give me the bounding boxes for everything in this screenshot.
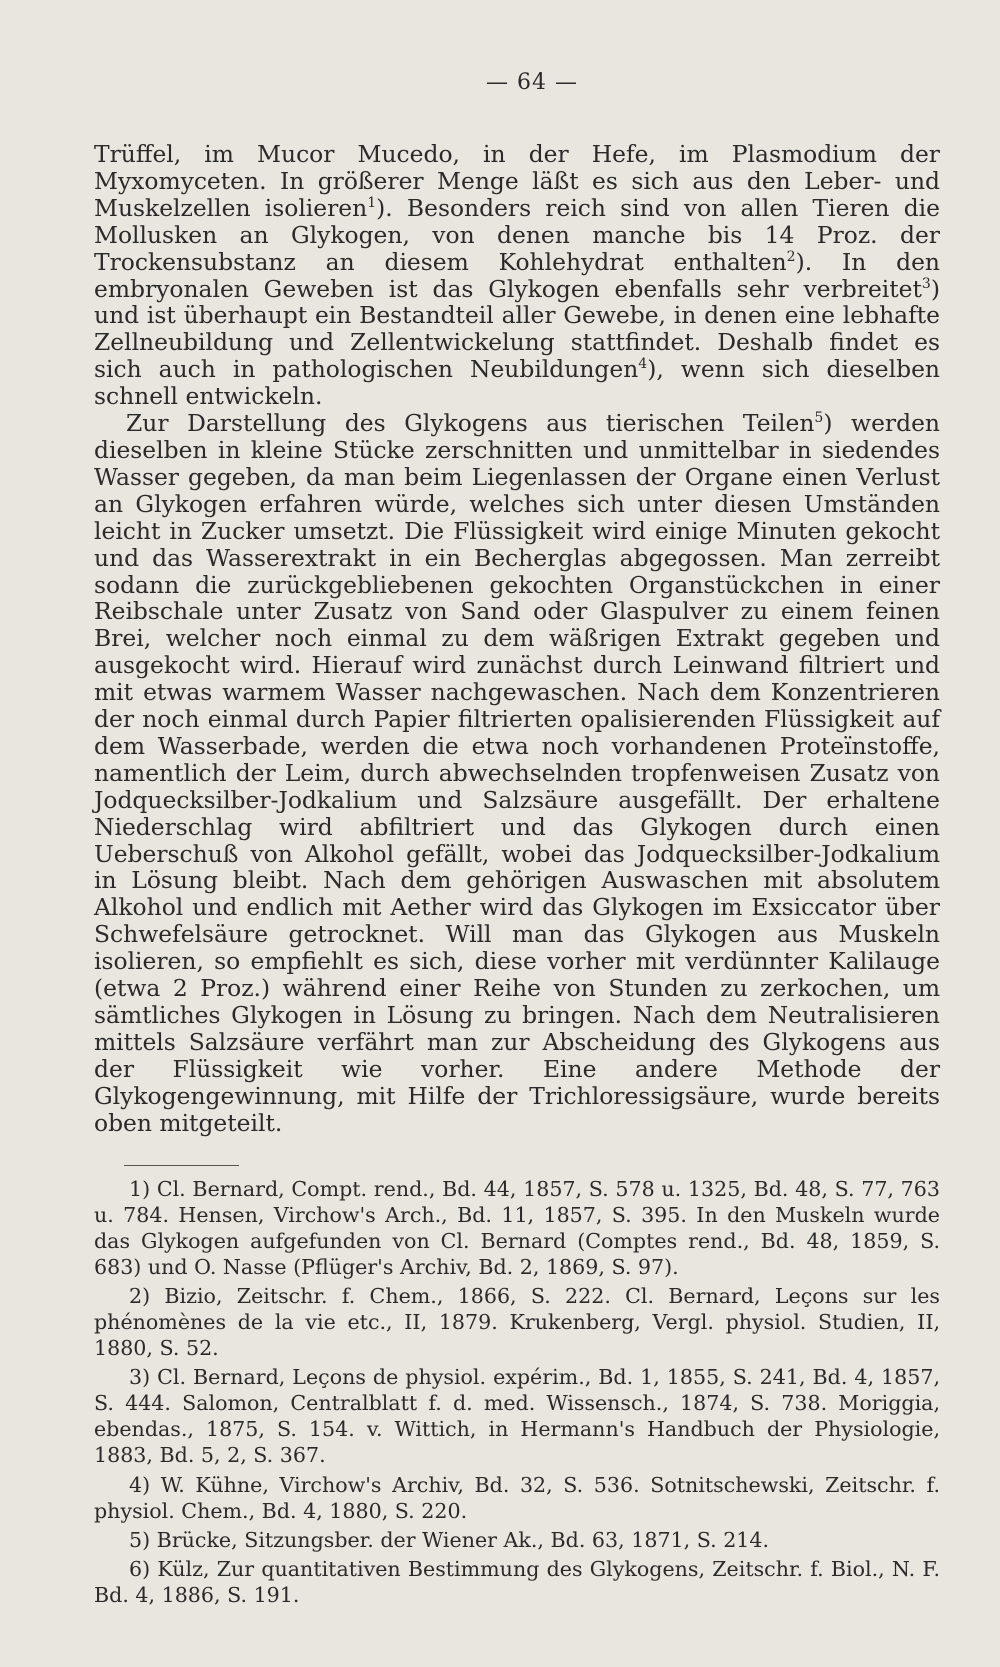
footnote-ref: 2: [786, 248, 796, 265]
text-segment: ). In den embryonalen Geweben ist das Glykogen ebenfalls sehr verbreitet: [94, 247, 940, 303]
text-segment: Zur Darstellung des Glykogens aus tierischen Teilen: [126, 409, 815, 438]
paragraph-1: [94, 141, 940, 410]
footnote-6: 6) Külz, Zur quantitativen Bestimmung des Glykogens, Zeitschr. f. Biol., N. F. Bd. 4, 1886, S. 191.: [94, 1556, 940, 1607]
footnote-ref: 4: [638, 356, 648, 373]
text-segment: ), wenn sich dieselben schnell entwickeln.: [94, 355, 940, 411]
footnote-3: 3) Cl. Bernard, Leçons de physiol. expérim., Bd. 1, 1855, S. 241, Bd. 4, 1857, S. 444. Salomon, Centralblatt f. d. med. Wissensch., 1874, S. 738. Moriggia, ebendas., 1875, S. 154. v. Wittich, in Hermann's Handbuch der Physiologie, 1883, Bd. 5, 2, S. 367.: [94, 1365, 940, 1468]
footnote-1: 1) Cl. Bernard, Compt. rend., Bd. 44, 1857, S. 578 u. 1325, Bd. 48, S. 77, 763 u. 784. Hensen, Virchow's Arch., Bd. 11, 1857, S. 395. In den Muskeln wurde das Glykogen aufgefunden von Cl. Bernard (Comptes rend., Bd. 48, 1859, S. 683) und O. Nasse (Pflüger's Archiv, Bd. 2, 1869, S. 97).: [94, 1176, 940, 1279]
page-number: — 64 —: [486, 70, 578, 95]
text-segment: ) werden dieselben in kleine Stücke zerschnitten und unmittelbar in siedendes Wasser gegeben, da man beim Liegenlassen der Organe einen Verlust an Glykogen erfahren würde, welches sich unter diesen Umständen leicht in Zucker umsetzt. Die Flüssigkeit wird einige Minuten gekocht und das Wasserextrakt in ein Becherglas abgegossen. Man zerreibt sodann die zurückgebliebenen gekochten Organstückchen in einer Reibschale unter Zusatz von Sand oder Glaspulver zu einem feinen Brei, welcher noch einmal zu dem wäßrigen Extrakt gegeben und ausgekocht wird. Hierauf wird zunächst durch Leinwand filtriert und mit etwas warmem Wasser nachgewaschen. Nach dem Konzentrieren der noch einmal durch Papier filtrierten opalisierenden Flüssigkeit auf dem Wasserbade, werden die etwa noch vorhandenen Proteïnstoffe, namentlich der Leim, durch abwechselnden tropfenweisen Zusatz von Jodquecksilber-Jodkalium und Salzsäure ausgefällt. Der erhaltene Niederschlag wird abfiltriert und das Glykogen durch einen Ueberschuß von Alkohol gefällt, wobei das Jodquecksilber-Jodkalium in Lösung bleibt. Nach dem gehörigen Auswaschen mit absolutem Alkohol und endlich mit Aether wird das Glykogen im Exsiccator über Schwefelsäure getrocknet. Will man das Glykogen aus Muskeln isolieren, so empfiehlt es sich, diese vorher mit verdünnter Kalilauge (etwa 2 Proz.) während einer Reihe von Stunden zu zerkochen, um sämtliches Glykogen in Lösung zu bringen. Nach dem Neutralisieren mittels Salzsäure verfährt man zur Abscheidung des Glykogens aus der Flüssigkeit wie vorher. Eine andere Methode der Glykogengewinnung, mit Hilfe der Trichloressigsäure, wurde bereits oben mitgeteilt.: [94, 409, 940, 1137]
footnote-4: 4) W. Kühne, Virchow's Archiv, Bd. 32, S. 536. Sotnitschewski, Zeitschr. f. physiol. Chem., Bd. 4, 1880, S. 220.: [94, 1472, 940, 1523]
paragraph-2: [94, 410, 940, 1136]
footnotes: [94, 1176, 940, 1609]
footnote-separator: [124, 1165, 239, 1166]
footnote-2: 2) Bizio, Zeitschr. f. Chem., 1866, S. 222. Cl. Bernard, Leçons sur les phénomènes de la vie etc., II, 1879. Krukenberg, Vergl. physiol. Studien, II, 1880, S. 52.: [94, 1283, 940, 1361]
footnote-ref: 3: [921, 275, 931, 292]
text-segment: ) und ist überhaupt ein Bestandteil aller Gewebe, in denen eine lebhafte Zellneubildung und Zellentwickelung stattfindet. Deshalb findet es sich auch in pathologischen Neubildungen: [94, 274, 940, 384]
body-text: [94, 141, 940, 1137]
footnote-ref: 1: [367, 195, 377, 212]
footnote-5: 5) Brücke, Sitzungsber. der Wiener Ak., Bd. 63, 1871, S. 214.: [129, 1527, 770, 1552]
text-segment: ). Besonders reich sind von allen Tieren die Mollusken an Glykogen, von denen manche bis 14 Proz. der Trockensubstanz an diesem Kohlehydrat enthalten: [94, 193, 940, 276]
text-segment: Trüffel, im Mucor Mucedo, in der Hefe, im Plasmodium der Myxomyceten. In größerer Menge läßt es sich aus den Leber- und Muskelzellen isolieren: [94, 140, 940, 222]
footnote-ref: 5: [814, 410, 824, 427]
